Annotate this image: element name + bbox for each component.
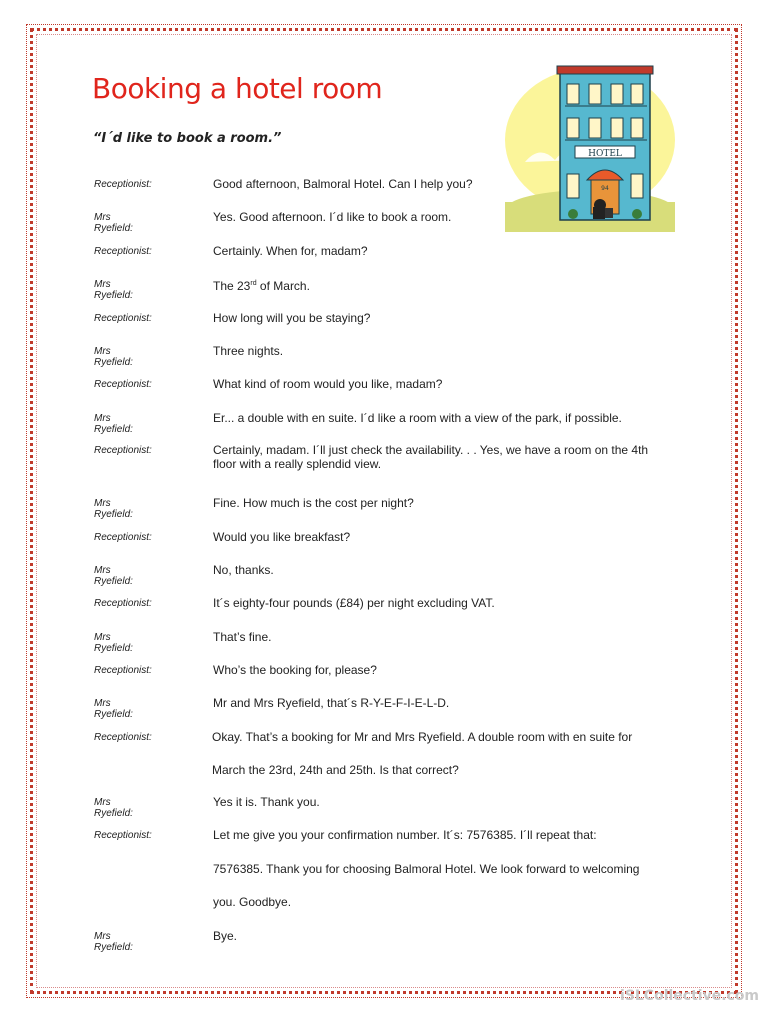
speaker-label: Receptionist: [94,830,152,841]
speaker-label: Receptionist: [94,246,152,257]
speaker-label: Receptionist: [94,732,152,743]
speaker-label: Receptionist: [94,179,152,190]
speaker-label: Mrs Ryefield: [94,346,133,368]
speaker-label: Receptionist: [94,665,152,676]
dialogue-line: Let me give you your confirmation number. It´s: 7576385. I´ll repeat that: [213,828,597,842]
subtitle: “I´d like to book a room.” [93,131,282,146]
speaker-label: Mrs Ryefield: [94,498,133,520]
dialogue-line: Er... a double with en suite. I´d like a room with a view of the park, if possible. [213,411,622,425]
speaker-label: Mrs Ryefield: [94,797,133,819]
date-text-rest: of March. [256,279,310,293]
speaker-label: Receptionist: [94,598,152,609]
dialogue-line: It´s eighty-four pounds (£84) per night excluding VAT. [213,596,495,610]
dialogue-line: How long will you be staying? [213,311,371,325]
dialogue-line: Fine. How much is the cost per night? [213,496,414,510]
date-text: The 23 [213,279,251,293]
dialogue-line: Okay. That’s a booking for Mr and Mrs Ryefield. A double room with en suite for [212,730,633,744]
ordinal-suffix: rd [250,280,257,287]
dialogue-line: Bye. [213,929,238,943]
dialogue-line: Who’s the booking for, please? [213,663,377,677]
dialogue-line-continued: March the 23rd, 24th and 25th. Is that correct? [212,763,459,777]
dialogue-line: Certainly, madam. I´ll just check the availability. . . Yes, we have a room on the 4th floor with a really splendid view. [213,443,649,471]
dialogue-line: Yes. Good afternoon. I´d like to book a room. [213,210,452,224]
speaker-label: Mrs Ryefield: [94,632,133,654]
speaker-label: Mrs Ryefield: [94,565,133,587]
dialogue-line: No, thanks. [213,563,274,577]
dialogue-line: Three nights. [213,344,284,358]
dialogue-line: Certainly. When for, madam? [213,244,368,258]
page-title: Booking a hotel room [92,72,383,105]
dialogue-line: Would you like breakfast? [213,530,351,544]
speaker-label: Mrs Ryefield: [94,212,133,234]
dialogue-line: Yes it is. Thank you. [213,795,320,809]
speaker-label: Mrs Ryefield: [94,698,133,720]
speaker-label: Receptionist: [94,313,152,324]
dialogue-line: That’s fine. [213,630,272,644]
hotel-door-number: 94 [601,185,609,192]
dialogue-line-continued: 7576385. Thank you for choosing Balmoral Hotel. We look forward to welcoming [213,862,640,876]
dialogue-line: What kind of room would you like, madam? [213,377,443,391]
hotel-illustration [505,62,675,232]
speaker-label: Receptionist: [94,445,152,456]
dialogue-line-continued: you. Goodbye. [213,895,292,909]
speaker-label: Receptionist: [94,532,152,543]
speaker-label: Mrs Ryefield: [94,279,133,301]
dialogue-line: Good afternoon, Balmoral Hotel. Can I help you? [213,177,473,191]
speaker-label: Mrs Ryefield: [94,931,133,953]
speaker-label: Receptionist: [94,379,152,390]
dialogue-line: Mr and Mrs Ryefield, that´s R-Y-E-F-I-E-L-D. [213,696,450,710]
dialogue-line [213,277,673,293]
watermark: iSLCollective.com [620,988,760,1004]
hotel-sign-text: HOTEL [588,149,622,159]
speaker-label: Mrs Ryefield: [94,413,133,435]
